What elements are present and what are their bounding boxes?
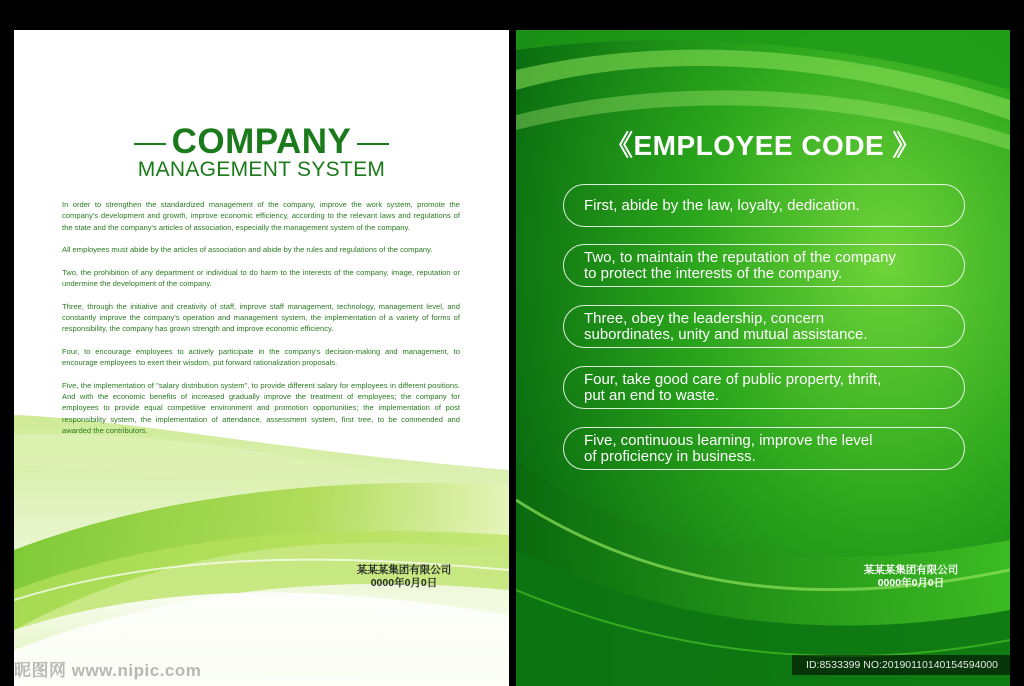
right-page: [516, 30, 1010, 686]
rule-text-line2: of proficiency in business.: [584, 447, 756, 465]
rule-item: [563, 366, 965, 409]
paragraph: All employees must abide by the articles of association and abide by the rules and regulations of the company.: [62, 245, 433, 255]
watermark: [14, 656, 201, 681]
rule-text-line2: to protect the interests of the company.: [584, 264, 843, 282]
title-dash-right: [357, 143, 389, 145]
rule-text-line1: Three, obey the leadership, concern: [584, 310, 825, 327]
paragraph: Three, through the initiative and creativity of staff, improve staff management, technology, management level, and constantly improve the company's operation and management system, the implementation of a variety of forms of responsibility, the company has grown strength and improve economic efficiency.: [62, 301, 460, 334]
paragraph: Five, the implementation of "salary distribution system", to provide different salary for employees in different positions. And with the economic benefits of increased gradually improve the treatment of employees; the company for employees to provide equal competitive environment and promotion opportunities; the implementation of post responsibility system, the implementation of attendance, assessment system, first tree, to be commended and awarded the contributors.: [62, 380, 460, 435]
rule-item: [563, 305, 965, 348]
employee-code-title: 《EMPLOYEE CODE 》: [604, 130, 922, 161]
rule-text-line1: Two, to maintain the reputation of the company: [584, 249, 896, 266]
title-main-text: COMPANY: [171, 122, 352, 161]
page-title: [14, 122, 509, 162]
rule-item: [563, 427, 965, 470]
rule-text-line2: put an end to waste.: [584, 386, 720, 404]
company-date: 0000年0月0日: [370, 577, 438, 589]
rule-text-line2: subordinates, unity and mutual assistance.: [584, 325, 868, 343]
image-id-bar: ID:8533399 NO:20190110140154594000: [792, 655, 1012, 675]
rule-text-line1: First, abide by the law, loyalty, dedication.: [584, 196, 860, 214]
paragraph: Four, to encourage employees to actively participate in the company's decision-making and management, to encourage employees to exert their wisdom, put forward rationalization proposals.: [62, 346, 460, 368]
body-text: [62, 199, 460, 448]
company-name: 某某某集团有限公司: [863, 564, 959, 576]
company-date: 0000年0月0日: [877, 577, 945, 589]
company-name: 某某某集团有限公司: [356, 564, 452, 576]
rule-text-line1: Five, continuous learning, improve the level: [584, 432, 873, 449]
left-page: [14, 30, 509, 686]
title-dash-left: [134, 143, 166, 145]
left-company-block: [334, 564, 474, 590]
rule-item: [563, 244, 965, 287]
paragraph: In order to strengthen the standardized management of the company, improve the work system, promote the company's development and growth, improve economic efficiency, according to the relevant laws and regulations of the state and the company's articles of association, especially the management system of the company.: [62, 200, 460, 232]
rule-text-line1: Four, take good care of public property, thrift,: [584, 371, 882, 388]
page-subtitle: MANAGEMENT SYSTEM: [137, 158, 386, 181]
watermark-text: 昵图网 www.nipic.com: [14, 661, 202, 680]
right-company-block: [846, 564, 976, 590]
rule-item: [563, 184, 965, 227]
paragraph: Two, the prohibition of any department or individual to do harm to the interests of the company, image, reputation or undermine the development of the company.: [62, 267, 460, 289]
